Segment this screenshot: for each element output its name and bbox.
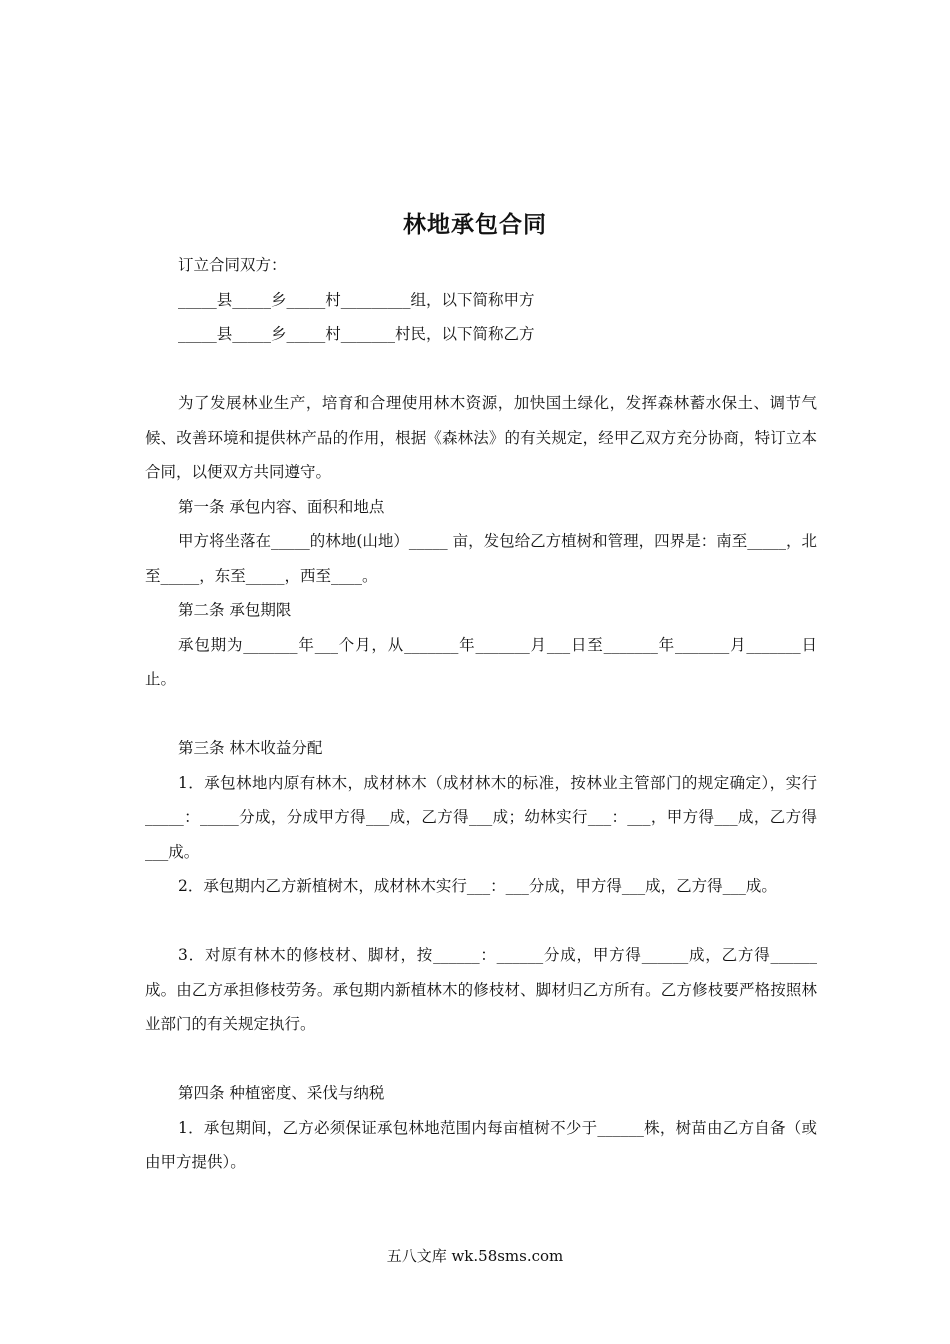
paragraph-parties-intro: 订立合同双方：	[178, 256, 287, 274]
paragraph-gap	[145, 352, 817, 387]
footer-watermark: 五八文库 wk.58sms.com	[386, 1247, 564, 1265]
article-1-body: 甲方将坐落在_____的林地(山地）_____ 亩，发包给乙方植树和管理，四界是：南至_____，北至_____，东至_____，西至____。	[145, 532, 817, 585]
paragraph-gap	[145, 904, 817, 939]
paragraph-gap	[145, 1042, 817, 1077]
paragraph-purpose: 为了发展林业生产，培育和合理使用林木资源，加快国土绿化，发挥森林蓄水保土、调节气候、改善环境和提供林产品的作用，根据《森林法》的有关规定，经甲乙双方充分协商，特订立本合同，以便双方共同遵守。	[145, 394, 817, 481]
paragraph-party-b: _____县_____乡_____村_______村民，以下简称乙方	[178, 325, 535, 343]
document-title: 林地承包合同	[403, 211, 547, 238]
article-3-item-3: 3．对原有林木的修枝材、脚材，按______：______分成，甲方得______成，乙方得______成。由乙方承担修枝劳务。承包期内新植林木的修枝材、脚材归乙方所有。乙方修枝要严格按照林业部门的有关规定执行。	[145, 946, 817, 1033]
article-4-item-1: 1．承包期间，乙方必须保证承包林地范围内每亩植树不少于______株，树苗由乙方自备（或由甲方提供）。	[145, 1118, 817, 1171]
article-3-item-2: 2．承包期内乙方新植树木，成材林木实行___：___分成，甲方得___成，乙方得___成。	[178, 877, 777, 895]
article-1-heading: 第一条 承包内容、面积和地点	[178, 497, 385, 516]
article-2-heading: 第二条 承包期限	[178, 601, 292, 619]
paragraph-party-a: _____县_____乡_____村_________组，以下简称甲方	[178, 290, 535, 309]
paragraph-gap	[145, 697, 817, 732]
document-body	[145, 248, 817, 1180]
article-3-heading: 第三条 林木收益分配	[178, 739, 323, 757]
article-4-heading: 第四条 种植密度、采伐与纳税	[178, 1084, 385, 1102]
article-3-item-1: 1．承包林地内原有林木，成材林木（成材林木的标准，按林业主管部门的规定确定），实行_____：_____分成，分成甲方得___成，乙方得___成；幼林实行___：___，甲方得___成，乙方得___成。	[145, 773, 817, 861]
article-2-body: 承包期为_______年___个月，从_______年_______月___日至_______年_______月_______日止。	[145, 635, 817, 688]
